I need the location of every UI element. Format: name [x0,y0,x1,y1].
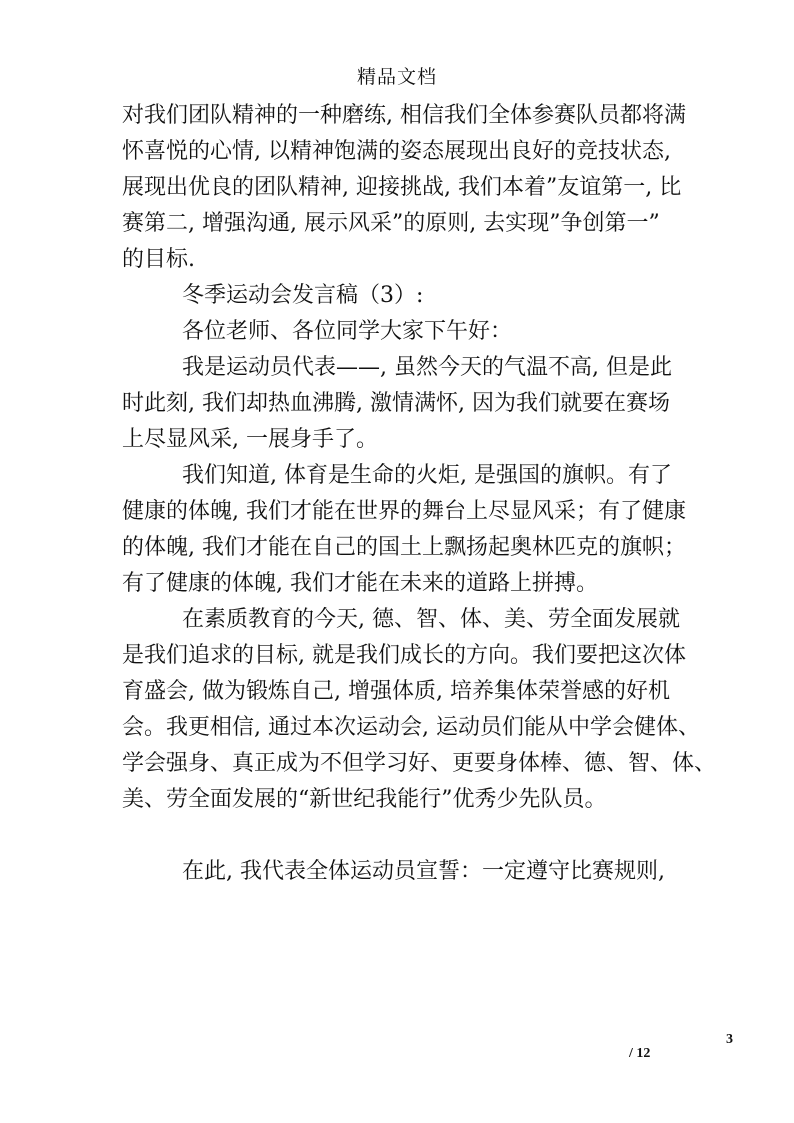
text-line: 美、劳全面发展的“新世纪我能行”优秀少先队员。 [122,787,607,812]
text-line: 健康的体魄, 我们才能在世界的舞台上尽显风采；有了健康 [122,499,686,524]
paragraph-gap [122,818,682,854]
text-line: 赛第二, 增强沟通, 展示风采”的原则, 去实现”争创第一” [122,211,660,236]
text-line: 的体魄, 我们才能在自己的国土上飘扬起奥林匹克的旗帜； [122,535,686,560]
text-line: 会。我更相信, 通过本次运动会, 运动员们能从中学会健体、 [122,715,700,740]
page-total: / 12 [629,1046,651,1061]
document-body [122,98,717,890]
text-line: 学会强身、真正成为不但学习好、更要身体棒、德、智、体、 [122,751,717,776]
text-line: 时此刻, 我们却热血沸腾, 激情满怀, 因为我们就要在赛场 [122,391,670,416]
text-line: 展现出优良的团队精神, 迎接挑战, 我们本着”友谊第一, 比 [122,175,682,200]
text-line: 我们知道, 体育是生命的火炬, 是强国的旗帜。有了 [182,463,672,488]
text-line: 上尽显风采, 一展身手了。 [122,427,378,452]
text-line: 在素质教育的今天, 德、智、体、美、劳全面发展就 [182,607,680,632]
text-line: 育盛会, 做为锻炼自己, 增强体质, 培养集体荣誉感的好机 [122,679,670,704]
page-number: 3 [726,1032,733,1047]
greeting-line: 各位老师、各位同学大家下午好： [182,319,513,344]
text-line: 有了健康的体魄, 我们才能在未来的道路上拼搏。 [122,571,598,596]
page-header-title: 精品文档 [356,66,437,88]
text-line: 对我们团队精神的一种磨练, 相信我们全体参赛队员都将满 [122,103,686,128]
text-line: 我是运动员代表——, 虽然今天的气温不高, 但是此 [182,355,672,380]
text-line: 在此, 我代表全体运动员宣誓：一定遵守比赛规则, [182,859,665,884]
text-line: 是我们追求的目标, 就是我们成长的方向。我们要把这次体 [122,643,686,668]
text-line: 怀喜悦的心情, 以精神饱满的姿态展现出良好的竞技状态, [122,139,671,164]
text-line: 的目标. [122,247,195,272]
section-heading: 冬季运动会发言稿（3）: [182,283,424,308]
